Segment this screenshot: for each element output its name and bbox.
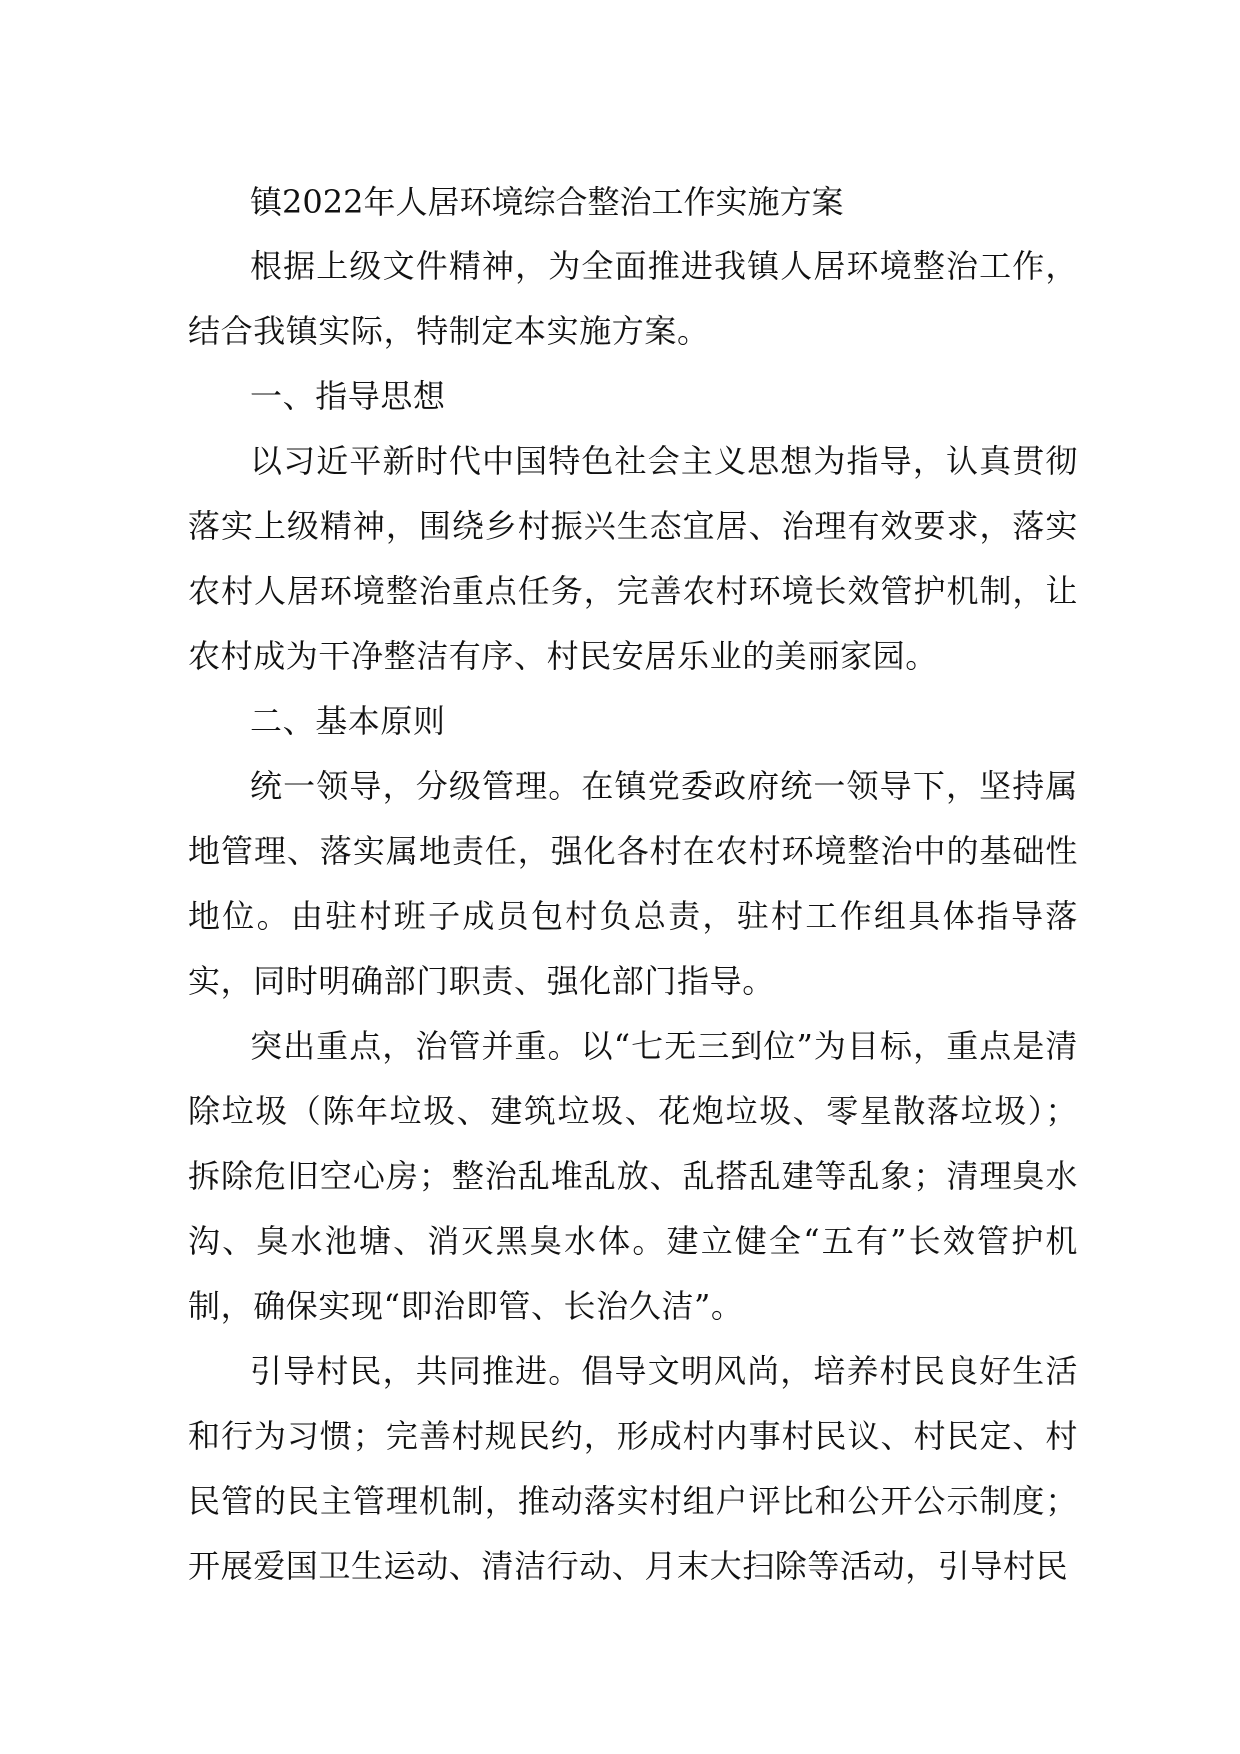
section-heading-guiding-ideology: 一、指导思想 <box>250 377 446 415</box>
paragraph-unified-leadership: 统一领导，分级管理。在镇党委政府统一领导下，坚持属地管理、落实属地责任，强化各村在农村环境整治中的基础性地位。由驻村班子成员包村负总责，驻村工作组具体指导落实，同时明确部门职责、强化部门指导。 <box>188 767 1078 1000</box>
section-heading-basic-principles: 二、基本原则 <box>250 702 446 740</box>
document-body <box>188 170 1078 1599</box>
paragraph-key-points: 突出重点，治管并重。以“七无三到位”为目标，重点是清除垃圾（陈年垃圾、建筑垃圾、花炮垃圾、零星散落垃圾）；拆除危旧空心房；整治乱堆乱放、乱搭乱建等乱象；清理臭水沟、臭水池塘、消灭黑臭水体。建立健全“五有”长效管护机制，确保实现“即治即管、长治久洁”。 <box>188 1027 1078 1325</box>
paragraph-guiding-ideology: 以习近平新时代中国特色社会主义思想为指导，认真贯彻落实上级精神，围绕乡村振兴生态宜居、治理有效要求，落实农村人居环境整治重点任务，完善农村环境长效管护机制，让农村成为干净整洁有序、村民安居乐业的美丽家园。 <box>188 442 1078 675</box>
paragraph-guide-villagers: 引导村民，共同推进。倡导文明风尚，培养村民良好生活和行为习惯；完善村规民约，形成村内事村民议、村民定、村民管的民主管理机制，推动落实村组户评比和公开公示制度；开展爱国卫生运动、清洁行动、月末大扫除等活动，引导村民 <box>188 1352 1078 1585</box>
document-title: 镇2022年人居环境综合整治工作实施方案 <box>250 183 844 221</box>
paragraph-intro: 根据上级文件精神，为全面推进我镇人居环境整治工作，结合我镇实际，特制定本实施方案。 <box>188 247 1078 350</box>
